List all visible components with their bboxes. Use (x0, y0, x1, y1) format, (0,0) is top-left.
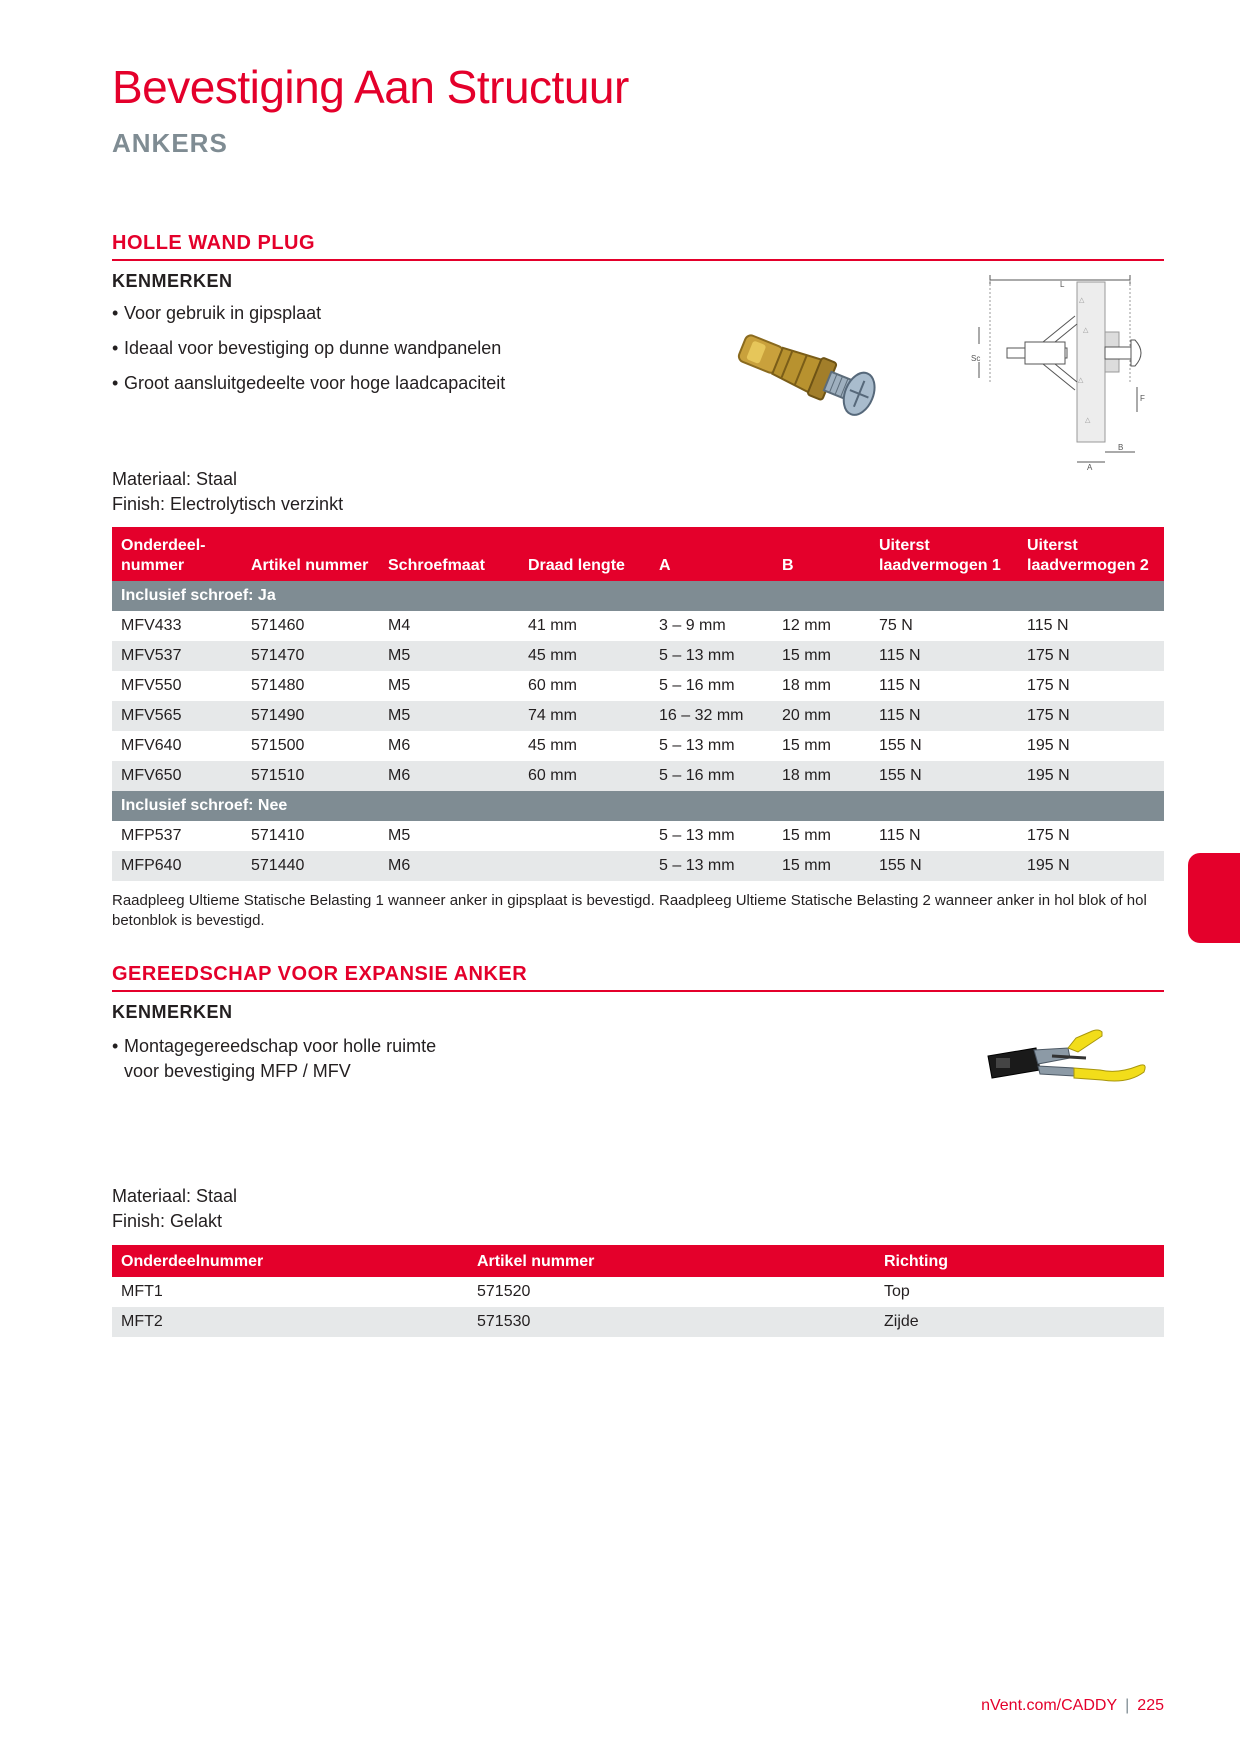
spec-table-gereedschap (112, 1245, 1164, 1337)
drawing-label-b: B (1118, 443, 1124, 452)
section-heading-holle-wand-plug: HOLLE WAND PLUG (112, 232, 316, 254)
material-info (112, 1184, 237, 1234)
page-title: Bevestiging Aan Structuur (112, 61, 629, 113)
table-row (112, 821, 1164, 851)
cell: 571490 (242, 701, 379, 731)
cell (519, 851, 650, 881)
col-header: Uiterst laadvermogen 2 (1018, 527, 1164, 581)
cell: 571500 (251, 737, 305, 754)
finish-text: Finish: Electrolytisch verzinkt (112, 494, 344, 514)
cell: MFV537 (112, 641, 242, 671)
col-header: Schroefmaat (379, 527, 519, 581)
table-row (112, 731, 1164, 761)
drawing-label-f: F (1140, 394, 1145, 403)
table-row (112, 761, 1164, 791)
cell: M5 (379, 701, 519, 731)
cell: 15 mm (773, 641, 870, 671)
cell: 571480 (251, 677, 305, 694)
col-header: Onderdeel- nummer (112, 527, 242, 581)
cell: 571460 (251, 617, 305, 634)
cell: 5 – 13 mm (650, 641, 773, 671)
page-subtitle: ANKERS (112, 128, 228, 158)
cell: 175 N (1018, 701, 1164, 731)
cell: 75 N (879, 617, 913, 634)
features-list (112, 303, 505, 408)
cell: 45 mm (519, 641, 650, 671)
cell: 195 N (1027, 737, 1070, 754)
cell: 5 – 13 mm (659, 827, 735, 844)
cell: MFV433 (121, 617, 182, 634)
cell: 41 mm (528, 617, 577, 634)
drawing-label-a: A (1087, 463, 1093, 472)
cell: 571510 (242, 761, 379, 791)
feature-line: voor bevestiging MFP / MFV (124, 1061, 351, 1081)
cell: 571410 (251, 827, 305, 844)
table-row (112, 701, 1164, 731)
cell: Top (884, 1283, 910, 1300)
table-header-row (112, 1245, 1164, 1277)
table-row (112, 1307, 1164, 1337)
cell: 115 N (870, 701, 1018, 731)
table-row (112, 671, 1164, 701)
cell: 3 – 9 mm (659, 617, 726, 634)
cell: 12 mm (782, 617, 831, 634)
table-footnote: Raadpleeg Ultieme Statische Belasting 1 wanneer anker in gipsplaat is bevestigd. Raadpleeg Ultieme Statische Belasting 2 wanneer anker in hol blok of hol betonblok is bevestigd. (112, 892, 1147, 929)
section-rule (112, 259, 1164, 261)
page-number: 225 (1137, 1697, 1164, 1714)
cell: 571530 (468, 1307, 875, 1337)
cell: MFP537 (121, 827, 182, 844)
features-list (112, 1034, 436, 1084)
cell: M5 (388, 677, 411, 694)
cell: 571470 (242, 641, 379, 671)
material-text: Materiaal: Staal (112, 469, 238, 489)
chapter-tab (1188, 853, 1240, 943)
col-header: Richting (875, 1245, 1164, 1277)
cell: 5 – 16 mm (650, 761, 773, 791)
footer-separator: | (1125, 1697, 1130, 1714)
svg-text:△: △ (1085, 417, 1091, 424)
table-row (112, 641, 1164, 671)
cell: 60 mm (528, 677, 577, 694)
col-header: Draad lengte (519, 527, 650, 581)
cell: MFT2 (112, 1307, 468, 1337)
cell: 155 N (879, 737, 922, 754)
cell: 74 mm (519, 701, 650, 731)
cell: MFV565 (112, 701, 242, 731)
col-header: B (773, 527, 870, 581)
cell: 16 – 32 mm (650, 701, 773, 731)
cell: 15 mm (782, 827, 831, 844)
feature-item: • Ideaal voor bevestiging op dunne wandpanelen (112, 338, 505, 373)
feature-item (112, 1034, 436, 1084)
cell: 115 N (879, 677, 921, 694)
drawing-label-l: L (1060, 280, 1065, 289)
cell: MFV650 (112, 761, 242, 791)
table-row (112, 1277, 1164, 1307)
group-label: Inclusief schroef: Ja (112, 581, 1164, 611)
col-header: Artikel nummer (242, 527, 379, 581)
spec-table-holle-wand-plug (112, 527, 1164, 881)
cell: 115 N (870, 641, 1018, 671)
cell: M6 (388, 737, 411, 754)
group-label: Inclusief schroef: Nee (112, 791, 1164, 821)
cell: M4 (388, 617, 411, 634)
cell: M6 (379, 761, 519, 791)
cell: 175 N (1018, 641, 1164, 671)
col-header: Onderdeelnummer (112, 1245, 468, 1277)
cell: MFV550 (121, 677, 182, 694)
cell: 45 mm (528, 737, 577, 754)
cell: M5 (379, 641, 519, 671)
finish-text: Finish: Gelakt (112, 1211, 223, 1231)
cell: 60 mm (519, 761, 650, 791)
feature-line: Montagegereedschap voor holle ruimte (124, 1036, 437, 1056)
material-text: Materiaal: Staal (112, 1186, 238, 1206)
features-label: KENMERKEN (112, 1002, 233, 1022)
cell: 571520 (477, 1283, 531, 1300)
cell: Zijde (875, 1307, 1164, 1337)
cell: 175 N (1027, 827, 1070, 844)
svg-text:△: △ (1078, 377, 1084, 384)
cell: 5 – 13 mm (659, 737, 735, 754)
cell: 155 N (870, 851, 1018, 881)
table-row (112, 611, 1164, 641)
cell: 155 N (870, 761, 1018, 791)
cell: 18 mm (773, 761, 870, 791)
table-group-row (112, 581, 1164, 611)
feature-item: • Groot aansluitgedeelte voor hoge laadcapaciteit (112, 373, 505, 408)
cell: 5 – 16 mm (659, 677, 735, 694)
cell: M6 (379, 851, 519, 881)
cell: MFV640 (121, 737, 182, 754)
cell: 18 mm (782, 677, 831, 694)
table-row (112, 851, 1164, 881)
cell: 195 N (1018, 761, 1164, 791)
cell: 195 N (1018, 851, 1164, 881)
drawing-label-sc: Sc (971, 354, 981, 363)
cell: 15 mm (782, 737, 831, 754)
col-header: A (650, 527, 773, 581)
feature-item: • Voor gebruik in gipsplaat (112, 303, 505, 338)
cell: 15 mm (773, 851, 870, 881)
hollow-wall-plug-image (725, 318, 900, 433)
technical-drawing (965, 272, 1150, 472)
table-group-row (112, 791, 1164, 821)
material-info (112, 467, 343, 517)
cell: 571440 (242, 851, 379, 881)
page-footer (981, 1697, 1164, 1715)
svg-text:△: △ (1083, 327, 1089, 334)
cell: 20 mm (773, 701, 870, 731)
cell: 175 N (1027, 677, 1070, 694)
cell: 115 N (1027, 617, 1069, 634)
features-label: KENMERKEN (112, 271, 233, 291)
col-header: Artikel nummer (468, 1245, 875, 1277)
cell: MFP640 (112, 851, 242, 881)
expansion-anchor-tool-image (978, 1018, 1148, 1098)
footer-site-link[interactable]: nVent.com/CADDY (981, 1697, 1118, 1714)
section-heading-gereedschap: GEREEDSCHAP VOOR EXPANSIE ANKER (112, 963, 528, 985)
cell: 115 N (879, 827, 921, 844)
svg-text:△: △ (1079, 297, 1085, 304)
cell: 5 – 13 mm (650, 851, 773, 881)
cell: M5 (388, 827, 411, 844)
cell (519, 821, 650, 851)
section-rule (112, 990, 1164, 992)
table-header-row (112, 527, 1164, 581)
cell: MFT1 (121, 1283, 163, 1300)
col-header: Uiterst laadvermogen 1 (870, 527, 1018, 581)
